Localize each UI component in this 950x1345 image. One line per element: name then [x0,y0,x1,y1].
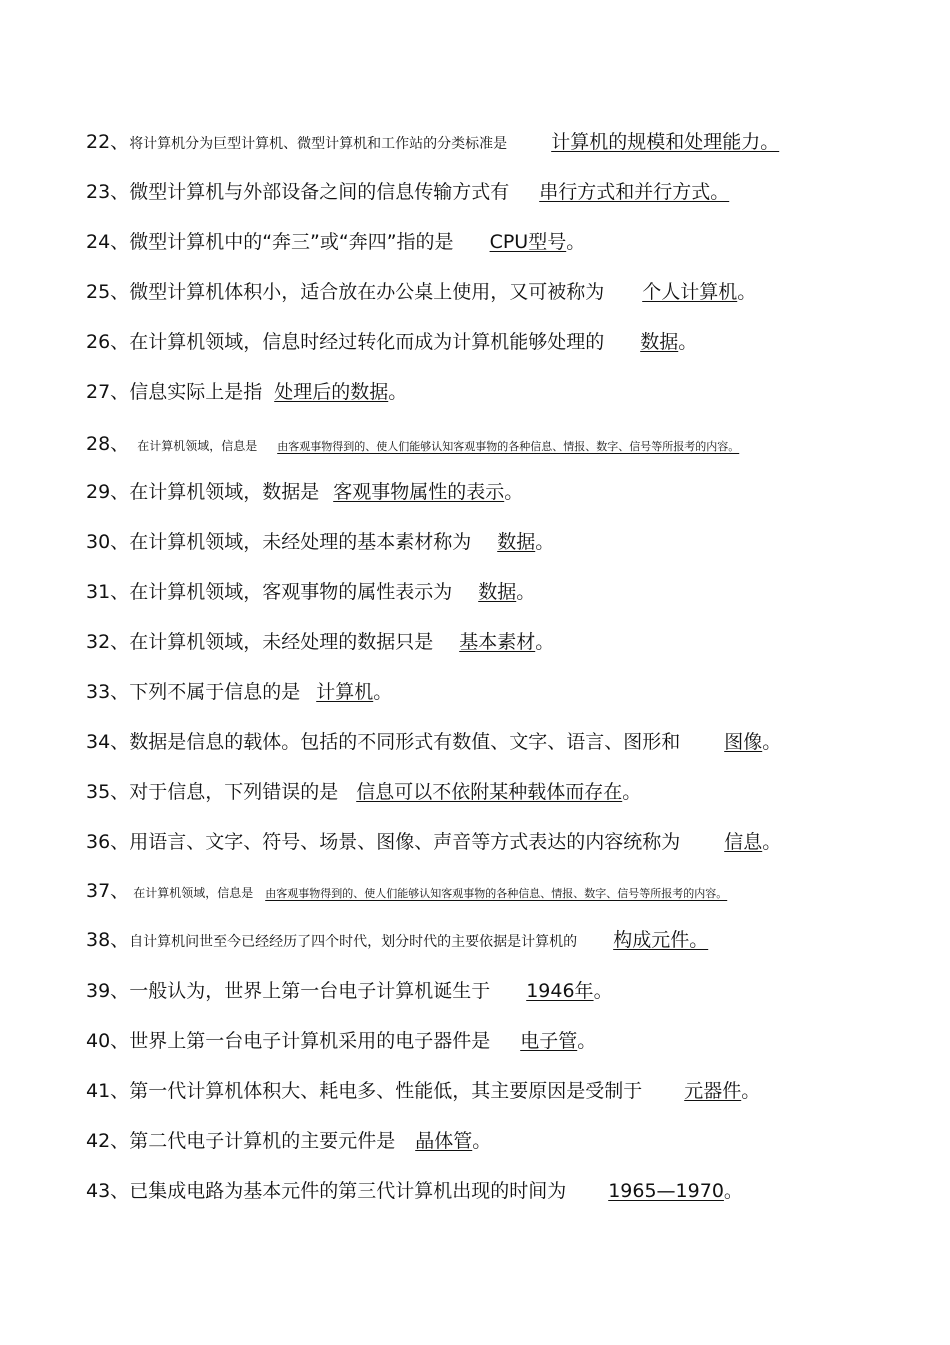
question-31 [86,583,535,602]
question-text: 对于信息，下列错误的是 [129,781,339,803]
question-text: 在计算机领域，数据是 [129,481,320,503]
question-tail: 。 [516,581,536,603]
question-number: 42、 [86,1130,130,1152]
question-tail: 。 [678,331,698,353]
question-number: 33、 [86,681,130,703]
question-text: 在计算机领域，客观事物的属性表示为 [129,581,453,603]
question-text: 信息实际上是指 [129,381,263,403]
answer-text: 数据 [640,331,679,353]
question-tail: 。 [504,481,524,503]
question-text: 微型计算机体积小，适合放在办公桌上使用，又可被称为 [129,281,605,303]
question-text: 在计算机领域，信息是 [133,886,254,900]
question-number: 39、 [86,980,130,1002]
question-number: 22、 [86,131,130,153]
question-text: 下列不属于信息的是 [129,681,301,703]
question-number: 27、 [86,381,130,403]
answer-text: 客观事物属性的表示 [333,481,505,503]
question-27 [86,383,407,402]
answer-text: 由客观事物得到的、使人们能够认知客观事物的各种信息、情报、数字、信号等所报考的内容。 [265,887,728,900]
answer-text: 数据 [478,581,517,603]
question-37 [86,882,727,901]
answer-text: 1965—1970 [608,1180,724,1202]
answer-text: CPU型号 [489,231,567,253]
question-text: 在计算机领域，信息时经过转化而成为计算机能够处理的 [129,331,605,353]
question-tail: 。 [535,631,555,653]
question-number: 34、 [86,731,130,753]
question-tail: 。 [762,831,782,853]
answer-text: 晶体管 [415,1130,473,1152]
question-number: 37、 [86,880,130,902]
question-text: 世界上第一台电子计算机采用的电子器件是 [129,1030,491,1052]
answer-text: 处理后的数据 [274,381,389,403]
question-text: 将计算机分为巨型计算机、微型计算机和工作站的分类标准是 [129,136,508,152]
question-tail: 。 [723,1180,743,1202]
question-number: 29、 [86,481,130,503]
question-34 [86,733,781,752]
question-number: 26、 [86,331,130,353]
question-tail: 。 [577,1030,597,1052]
question-32 [86,633,554,652]
question-number: 36、 [86,831,130,853]
answer-text: 元器件 [684,1080,742,1102]
question-number: 31、 [86,581,130,603]
answer-text: 串行方式和并行方式。 [539,181,730,203]
question-26 [86,333,697,352]
question-tail: 。 [388,381,408,403]
answer-text: 图像 [724,731,763,753]
question-24 [86,233,585,252]
question-23 [86,183,729,202]
question-text: 在计算机领域，未经处理的数据只是 [129,631,434,653]
question-number: 38、 [86,929,130,951]
question-40 [86,1032,596,1051]
question-number: 24、 [86,231,130,253]
question-22 [86,133,779,152]
question-tail: 。 [762,731,782,753]
question-tail: 。 [737,281,757,303]
question-29 [86,483,523,502]
question-tail: 。 [622,781,642,803]
question-39 [86,982,613,1001]
question-tail: 。 [472,1130,492,1152]
question-number: 41、 [86,1080,130,1102]
question-text: 在计算机领域，未经处理的基本素材称为 [129,531,472,553]
question-number: 28、 [86,433,130,455]
question-36 [86,833,781,852]
question-number: 30、 [86,531,130,553]
question-tail: 。 [535,531,555,553]
answer-text: 由客观事物得到的、使人们能够认知客观事物的各种信息、情报、数字、信号等所报考的内容。 [277,440,740,453]
answer-text: 构成元件。 [613,929,709,951]
question-25 [86,283,756,302]
question-tail: 。 [593,980,613,1002]
question-number: 35、 [86,781,130,803]
answer-text: 个人计算机 [642,281,738,303]
question-35 [86,783,641,802]
question-30 [86,533,554,552]
question-number: 40、 [86,1030,130,1052]
question-tail: 。 [566,231,586,253]
question-38 [86,931,708,950]
question-number: 23、 [86,181,130,203]
question-text: 微型计算机中的“奔三”或“奔四”指的是 [129,231,454,253]
question-33 [86,683,392,702]
answer-text: 计算机 [316,681,374,703]
question-text: 第二代电子计算机的主要元件是 [129,1130,396,1152]
answer-text: 信息可以不依附某种载体而存在 [356,781,623,803]
answer-text: 基本素材 [459,631,536,653]
question-number: 25、 [86,281,130,303]
answer-text: 计算机的规模和处理能力。 [551,131,780,153]
answer-text: 数据 [497,531,536,553]
question-number: 32、 [86,631,130,653]
question-text: 在计算机领域，信息是 [137,439,258,453]
question-41 [86,1082,760,1101]
question-text: 数据是信息的载体。包括的不同形式有数值、文字、语言、图形和 [129,731,681,753]
question-text: 一般认为，世界上第一台电子计算机诞生于 [129,980,491,1002]
answer-text: 信息 [724,831,763,853]
question-tail: 。 [373,681,393,703]
question-text: 自计算机问世至今已经经历了四个时代，划分时代的主要依据是计算机的 [129,934,578,950]
answer-text: 电子管 [520,1030,578,1052]
question-42 [86,1132,491,1151]
answer-text: 1946年 [526,980,594,1002]
question-text: 用语言、文字、符号、场景、图像、声音等方式表达的内容统称为 [129,831,681,853]
question-text: 第一代计算机体积大、耗电多、性能低，其主要原因是受制于 [129,1080,643,1102]
question-text: 已集成电路为基本元件的第三代计算机出现的时间为 [129,1180,567,1202]
question-28 [86,435,739,454]
question-text: 微型计算机与外部设备之间的信息传输方式有 [129,181,510,203]
question-tail: 。 [741,1080,761,1102]
question-number: 43、 [86,1180,130,1202]
question-43 [86,1182,743,1201]
